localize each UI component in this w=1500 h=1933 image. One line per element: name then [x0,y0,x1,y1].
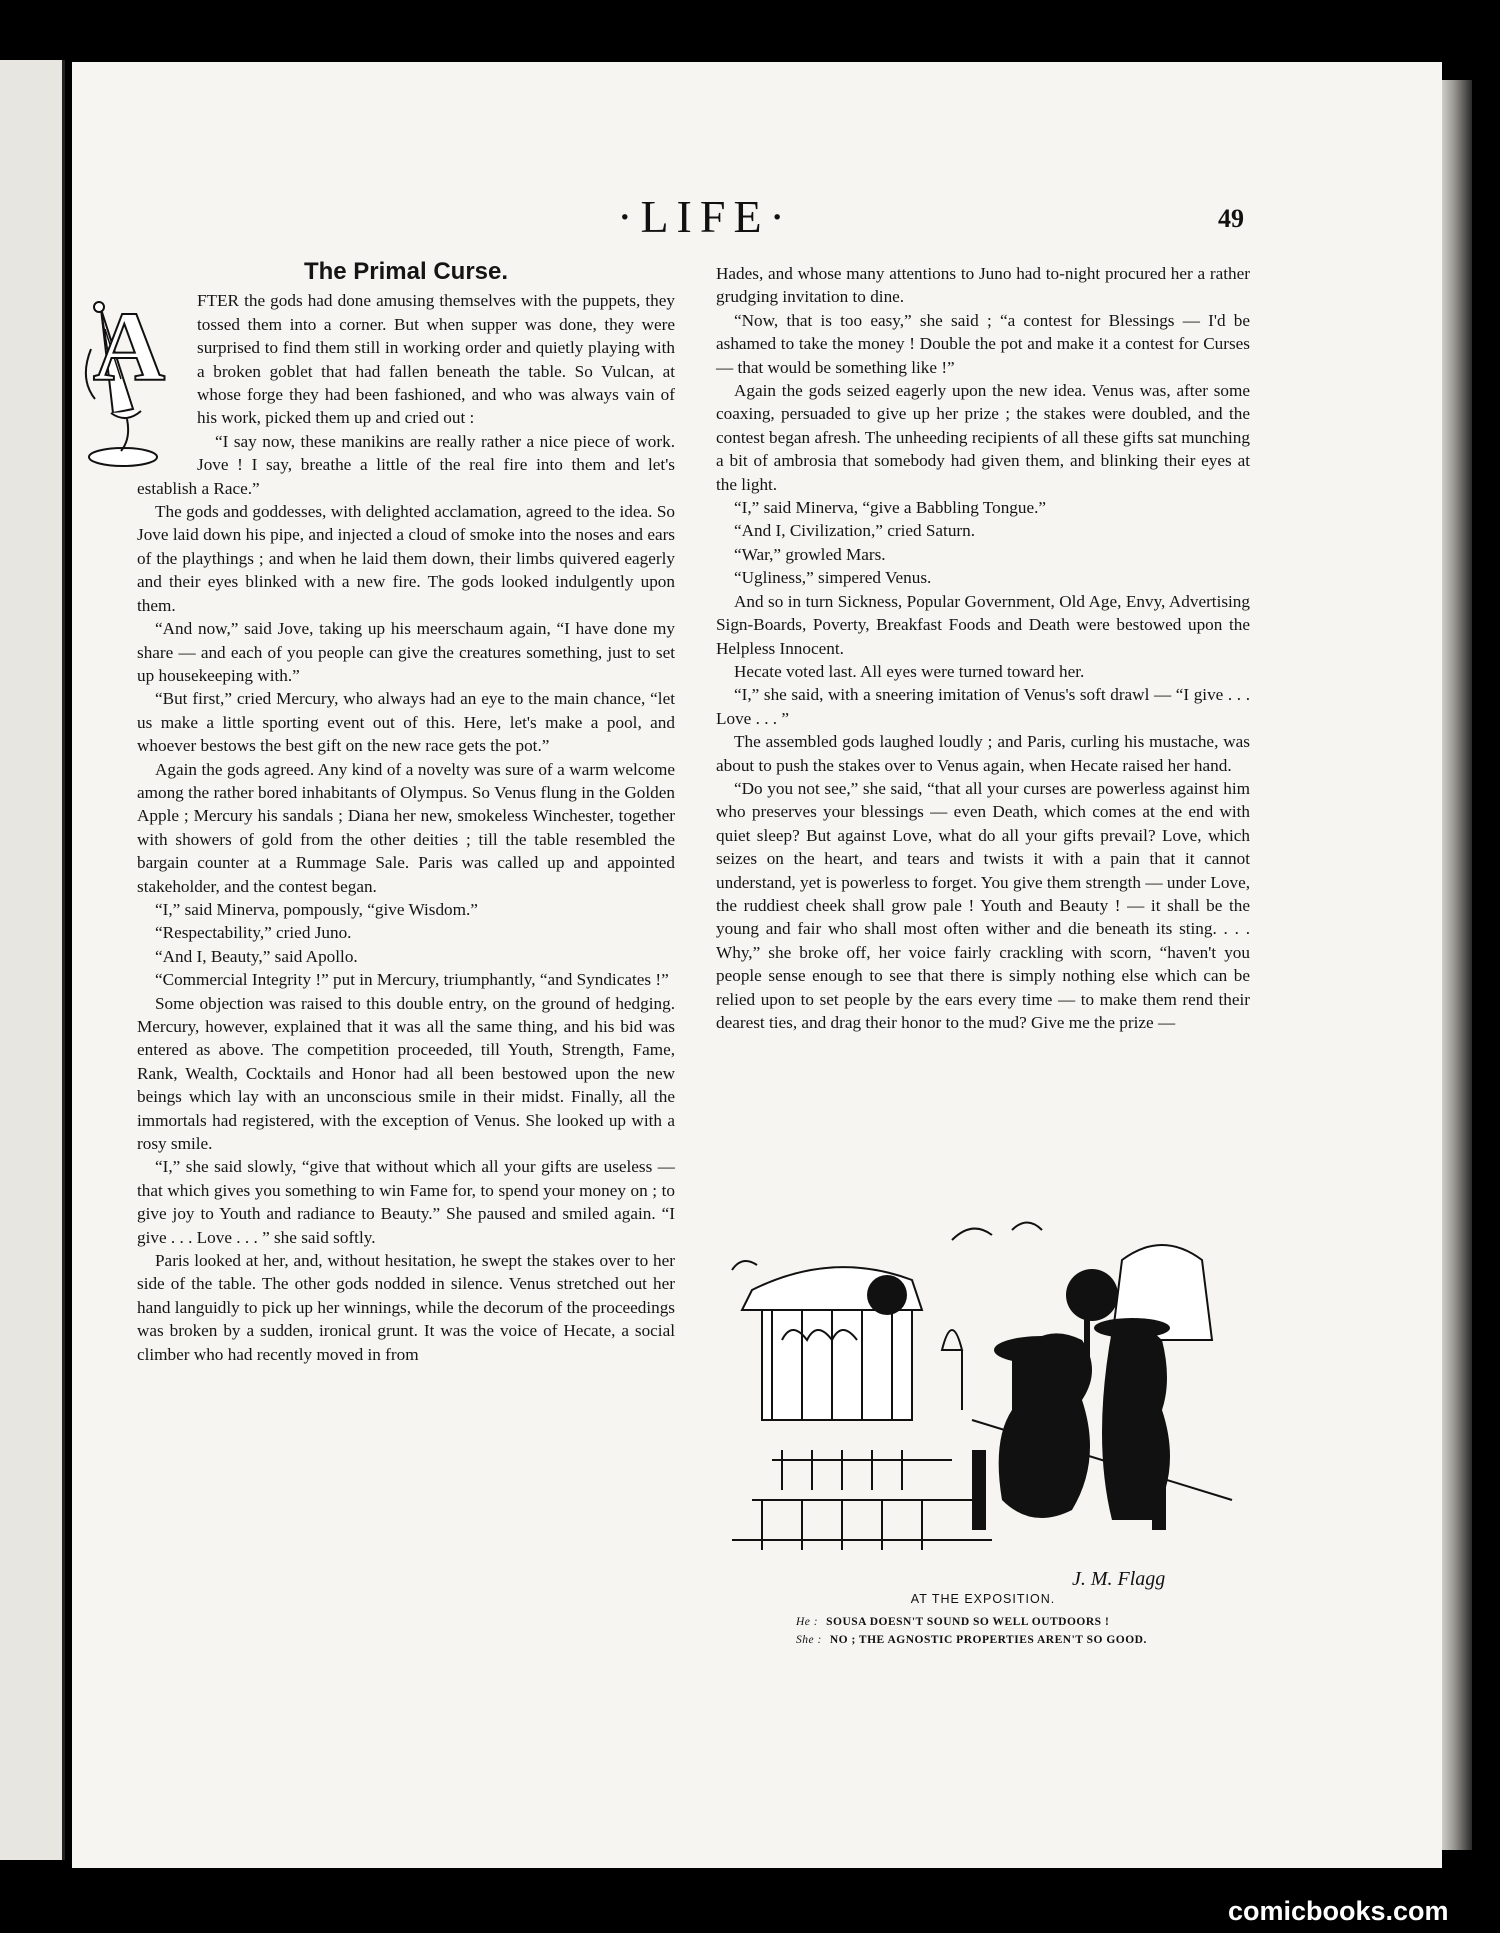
article-left-column [93,258,675,1708]
artist-signature: J. M. Flagg [1072,1568,1166,1590]
paragraph: “And I, Civilization,” cried Saturn. [734,521,976,541]
paragraph: “I,” said Minerva, “give a Babbling Tongue.” [734,498,1047,518]
paragraph: Hades, and whose many attentions to Juno had to-night procured her a rather grudging invitation to dine. [716,264,1250,307]
dropcap-illustration [71,289,189,471]
paragraph: “I say now, these manikins are really rather a nice piece of work. Jove ! I say, breathe a little of the real fire into them and let's establish a Race.” [137,431,675,498]
cartoon-caption-title: AT THE EXPOSITION. [910,1592,1056,1606]
paragraph: “Now, that is too easy,” she said ; “a contest for Blessings — I'd be ashamed to take the money ! Double the pot and make it a contest for Curses — that would be something like !” [716,310,1250,377]
caption-speaker-he: He : [796,1616,819,1628]
paragraph: FTER the gods had done amusing themselves with the puppets, they tossed them into a corner. But when supper was done, they were surprised to find them still in working order and quietly playing with a broken goblet that had fallen beneath the table. So Vulcan, at whose forge they had been fashioned, and who was always vain of his work, picked them up and cried out : [197,291,675,428]
caption-line-he [796,1616,1109,1628]
caption-line-she [796,1634,1147,1646]
paragraph: “War,” growled Mars. [734,544,886,564]
page-edge-shadow [1442,80,1472,1850]
bandstand-sketch-icon [712,1200,1257,1600]
dropcap-letter: A [93,291,166,403]
article-title: The Primal Curse. [303,258,509,285]
book-spine [0,60,65,1860]
paragraph: “I,” said Minerva, pompously, “give Wisdom.” [155,899,478,919]
paragraph: “Respectability,” cried Juno. [155,923,352,943]
watermark-text: comicbooks.com [1228,1896,1449,1926]
page-number: 49 [1218,204,1244,233]
caption-speaker-she: She : [796,1634,822,1646]
paragraph: The gods and goddesses, with delighted acclamation, agreed to the idea. So Jove laid down his pipe, and injected a cloud of smoke into the noses and ears of the playthings ; and when he laid them down, their limbs quivered eagerly and their eyes blinked with a new fire. The gods looked indulgently upon them. [137,502,675,615]
left-paragraphs [137,289,675,1366]
paragraph: “And now,” said Jove, taking up his meerschaum again, “I have done my share — and each of you people can give the creatures something, just to set up housekeeping with.” [137,619,675,685]
paragraph: “Do you not see,” she said, “that all your curses are powerless against him who preserves your blessings — even Death, which comes at the end with quiet sleep? But against Love, what do all your gifts prevail? Love, which seizes on the heart, and tears and twists it with a pain that it cannot understand, yet is powerless to forget. You give them strength — under Love, the ruddiest cheek shall grow pale ! Youth and Beauty ! — it shall be the young and fair who shall most often wither and die beneath its sting. . . . Why,” she broke off, her voice fairly crackling with scorn, “haven't you people sense enough to see that there is simply nothing else which can be relied upon to set people by the ears every time — to make them rend their dearest ties, and drag their honor to the mud? Give me the prize — [716,778,1250,1032]
paragraph: “I,” she said slowly, “give that without which all your gifts are useless — that which gives you something to win Fame for, to spend your money on ; to give joy to Youth and radiance to Beauty.” She paused and smiled again. “I give . . . Love . . . ” she said softly. [137,1157,675,1247]
article-right-column [716,262,1250,1034]
masthead-title: ·LIFE· [617,191,793,242]
caption-text-he: SOUSA DOESN'T SOUND SO WELL OUTDOORS ! [826,1616,1110,1628]
paragraph: Hecate voted last. All eyes were turned toward her. [734,661,1085,681]
exposition-cartoon [712,1200,1257,1600]
paragraph: The assembled gods laughed loudly ; and Paris, curling his mustache, was about to push the stakes over to Venus again, when Hecate raised her hand. [716,732,1250,775]
paragraph: Some objection was raised to this double entry, on the ground of hedging. Mercury, however, explained that it was all the same thing, and his bid was entered as above. The competition proceeded, till Youth, Strength, Fame, Rank, Wealth, Cocktails and Honor had all been bestowed upon the new beings which lay with an unconscious smile in their midst. Finally, all the immortals had registered, with the exception of Venus. She looked up with a rosy smile. [137,993,675,1154]
paragraph: “But first,” cried Mercury, who always had an eye to the main chance, “let us make a little sporting event out of this. Here, let's make a pool, and whoever bestows the best gift on the new race gets the pot.” [137,689,675,756]
paragraph: “And I, Beauty,” said Apollo. [155,946,358,966]
caption-text-she: NO ; THE AGNOSTIC PROPERTIES AREN'T SO GOOD. [829,1634,1147,1646]
paragraph: “I,” she said, with a sneering imitation of Venus's soft drawl — “I give . . . Love . . . ” [716,685,1250,728]
paragraph: “Commercial Integrity !” put in Mercury, triumphantly, “and Syndicates !” [155,970,669,990]
paragraph: “Ugliness,” simpered Venus. [734,568,932,588]
paragraph: And so in turn Sickness, Popular Government, Old Age, Envy, Advertising Sign-Boards, Poverty, Breakfast Foods and Death were bestowed upon the Helpless Innocent. [716,591,1250,658]
right-paragraphs [716,262,1250,1034]
paragraph: Again the gods seized eagerly upon the new idea. Venus was, after some coaxing, persuaded to give up her prize ; the stakes were doubled, and the contest began afresh. The unheeding recipients of all these gifts sat munching a bit of ambrosia that somebody had given them, and blinking their eyes at the light. [716,381,1250,494]
paragraph: Paris looked at her, and, without hesitation, he swept the stakes over to her side of the table. The other gods nodded in silence. Venus stretched out her hand languidly to pick up her winnings, while the decorum of the proceedings was broken by a sudden, ironical grunt. It was the voice of Hecate, a social climber who had recently moved in from [137,1251,675,1364]
paragraph: Again the gods agreed. Any kind of a novelty was sure of a warm welcome among the rather bored inhabitants of Olympus. So Venus flung in the Golden Apple ; Mercury his sandals ; Diana her new, smokeless Winchester, together with showers of gold from the other deities ; till the table resembled the bargain counter at a Rummage Sale. Paris was called up and appointed stakeholder, and the contest began. [137,759,675,896]
